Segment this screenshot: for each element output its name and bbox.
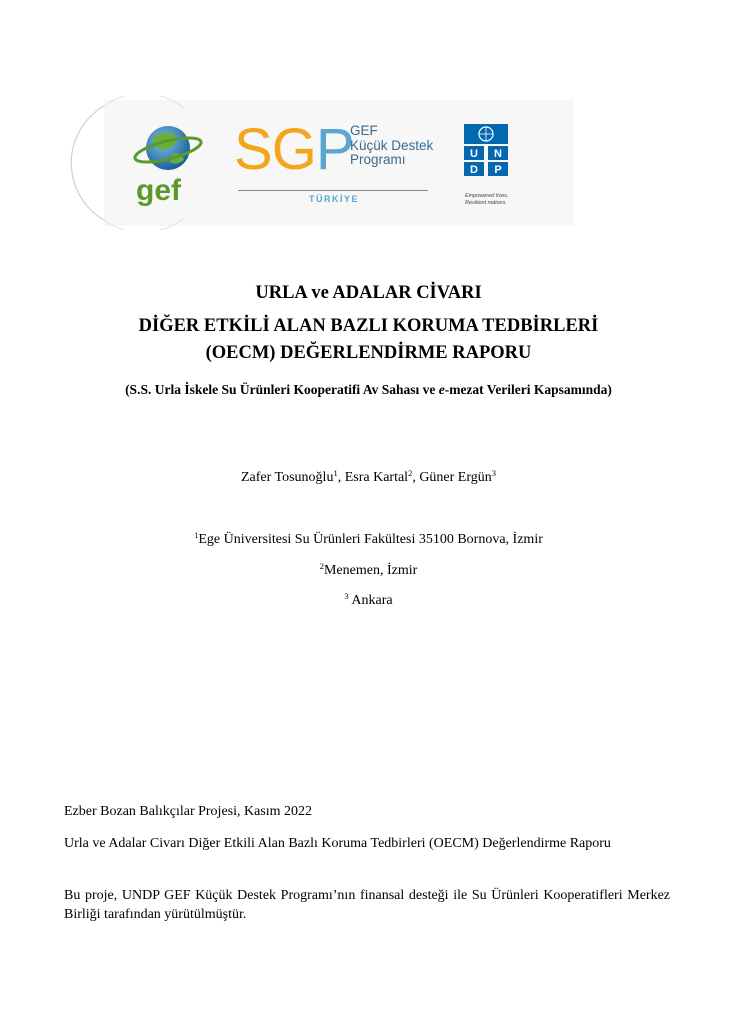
author-affiliation-mark: 2 — [408, 468, 413, 478]
affiliation-mark: 2 — [319, 561, 324, 571]
sgp-line-kucuk-destek: Küçük Destek — [350, 137, 434, 153]
sgp-wordmark — [234, 118, 354, 182]
report-title-line: Urla ve Adalar Civarı Diğer Etkili Alan Bazlı Koruma Tedbirleri (OECM) Değerlendirme Raporu — [64, 836, 611, 851]
subtitle-part-b: -mezat Verileri Kapsamında) — [444, 382, 612, 397]
affiliation-mark: 1 — [194, 530, 199, 540]
undp-letter-u: U — [470, 148, 478, 160]
globe-icon — [130, 122, 210, 208]
sgp-divider — [238, 190, 428, 191]
sgp-letter-p: P — [315, 117, 354, 182]
author-separator: , — [337, 470, 345, 485]
author-list — [0, 470, 737, 486]
logo-banner — [64, 96, 574, 230]
undp-tagline-line2: Resilient nations. — [465, 199, 507, 206]
author-name: Esra Kartal — [344, 470, 409, 485]
author-affiliation-mark: 3 — [491, 468, 497, 478]
affiliation-text: Ege Üniversitesi Su Ürünleri Fakültesi 35100 Bornova, İzmir — [198, 532, 543, 547]
title-line-2: DİĞER ETKİLİ ALAN BAZLI KORUMA TEDBİRLERİ — [138, 316, 599, 336]
author-affiliation-mark: 1 — [333, 468, 338, 478]
affiliation-text: Menemen, İzmir — [323, 563, 418, 578]
gef-logo — [130, 122, 210, 208]
sgp-logo — [234, 118, 434, 208]
affiliation-3 — [0, 593, 737, 609]
subtitle — [0, 382, 737, 398]
affiliation-1 — [0, 532, 737, 548]
subtitle-italic: e — [438, 382, 445, 397]
sgp-letter-s: S — [234, 117, 272, 182]
author-name: Güner Ergün — [419, 470, 492, 485]
sgp-letter-g: G — [271, 117, 316, 182]
undp-letter-d: D — [470, 164, 478, 176]
author-separator: , — [412, 470, 420, 485]
affiliation-text: Ankara — [348, 593, 393, 608]
undp-letter-p: P — [494, 164, 502, 176]
title-line-1: URLA ve ADALAR CİVARI — [255, 283, 482, 303]
affiliation-2 — [0, 563, 737, 579]
undp-tagline-line1: Empowered lives. — [465, 193, 509, 199]
sgp-country: TÜRKİYE — [308, 194, 359, 204]
author-name: Zafer Tosunoğlu — [240, 470, 334, 485]
gef-wordmark: gef — [136, 174, 181, 207]
undp-tagline — [465, 193, 508, 206]
affiliation-mark: 3 — [344, 591, 349, 601]
undp-letter-n: N — [494, 148, 502, 160]
sgp-line-gef: GEF — [350, 123, 378, 138]
support-statement: Bu proje, UNDP GEF Küçük Destek Programı’nın finansal desteği ile Su Ürünleri Kooperatifleri Merkez Birliği tarafından yürütülmüştür. — [64, 888, 670, 922]
subtitle-part-a: (S.S. Urla İskele Su Ürünleri Kooperatifi Av Sahası ve — [125, 382, 439, 397]
project-line: Ezber Bozan Balıkçılar Projesi, Kasım 2022 — [64, 804, 313, 819]
title-line-3: (OECM) DEĞERLENDİRME RAPORU — [205, 343, 532, 363]
sgp-line-programi: Programı — [350, 152, 406, 167]
sgp-program-name — [350, 124, 433, 168]
